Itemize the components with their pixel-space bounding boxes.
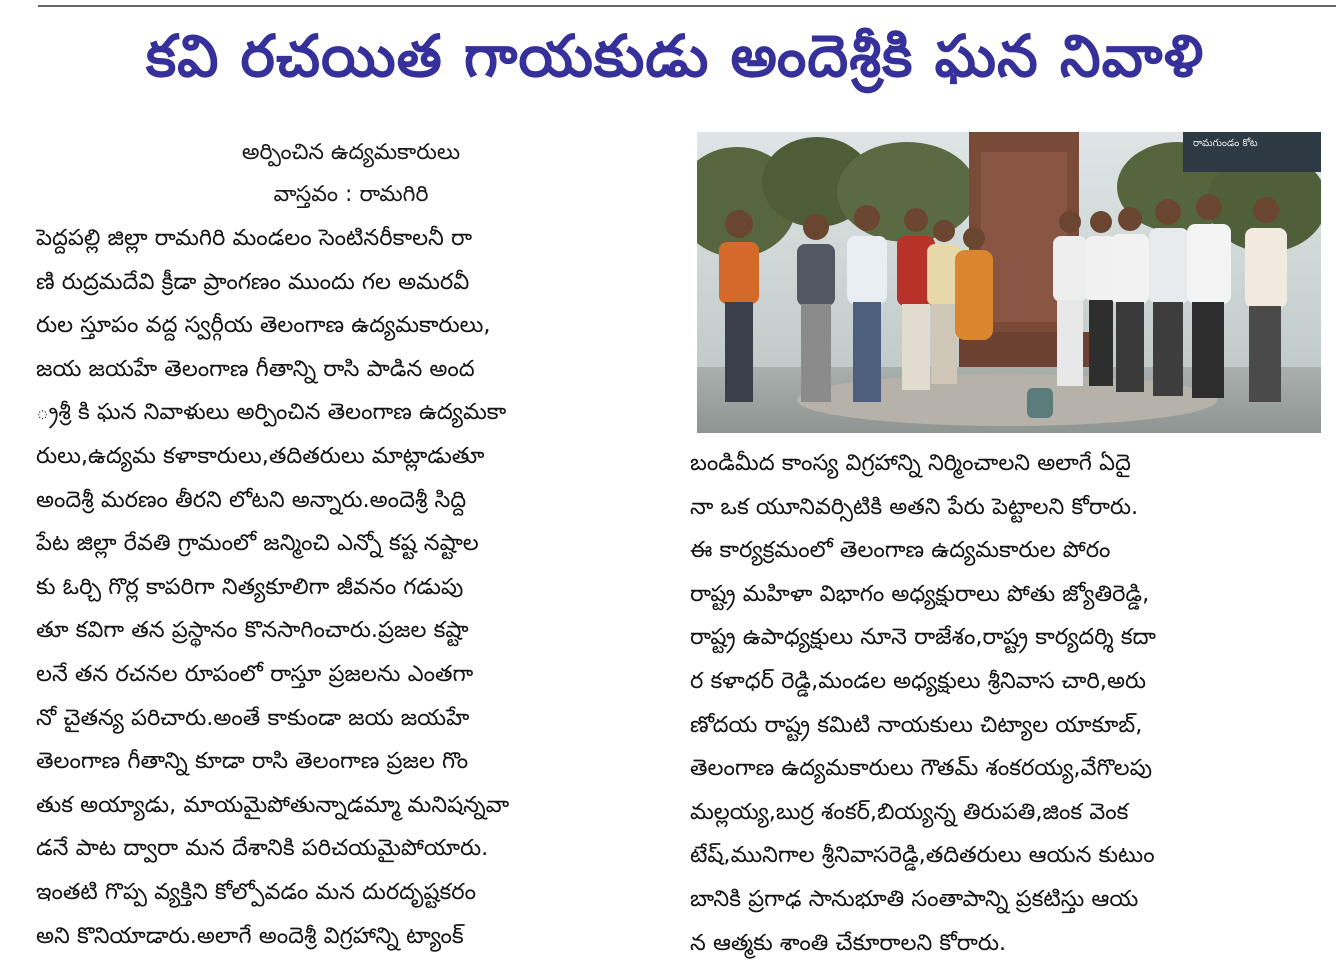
article-line: ర కళాధర్ రెడ్డి,మండల అధ్యక్షులు శ్రీనివాస చారి,అరు (690, 667, 1147, 694)
dateline: వాస్తవం : రామగిరి (273, 182, 429, 207)
article-line: న ఆత్మకు శాంతి చేకూరాలని కోరారు. (690, 929, 1007, 956)
article-line: తెలంగాణ ఉద్యమకారులు గౌతమ్ శంకరయ్య,వేగొలపు (690, 755, 1153, 782)
article-line: రులు,ఉద్యమ కళాకారులు,తదితరులు మాట్లాడుతూ (36, 442, 485, 469)
article-line: నో చైతన్య పరిచారు.అంతే కాకుండా జయ జయహే (36, 704, 470, 731)
top-rule (38, 5, 1336, 7)
article-line: ఇంతటి గొప్ప వ్యక్తిని కోల్పోవడం మన దురదృష్టకరం (36, 878, 476, 905)
article-line: అందెశ్రీ మరణం తీరని లోటని అన్నారు.అందెశ్రీ సిద్ది (36, 486, 467, 513)
article-line: టేష్,మునిగాల శ్రీనివాసరెడ్డి,తదితరులు ఆయన కుటుం (690, 842, 1155, 869)
article-column-left (36, 217, 666, 958)
subheading: అర్పించిన ఉద్యమకారులు (241, 140, 461, 165)
article-line: ణి రుద్రమదేవి క్రీడా ప్రాంగణం ముందు గల అమరవీ (36, 268, 470, 295)
photo-illustration (697, 132, 1321, 433)
article-line: రాష్ట్ర ఉపాధ్యక్షులు నూనె రాజేశం,రాష్ట్ర కార్యదర్శి కదా (690, 624, 1156, 651)
article-line: నా ఒక యూనివర్సిటికి అతని పేరు పెట్టాలని కోరారు. (690, 493, 1139, 520)
article-line: ణోదయ రాష్ట్ర కమిటి నాయకులు చిట్యాల యాకూబ్, (690, 711, 1143, 738)
photo-sign-text: రామగుండం కోట (1193, 138, 1258, 149)
article-line: అని కొనియాడారు.అలాగే అందెశ్రీ విగ్రహాన్ని ట్యాంక్ (36, 922, 464, 949)
article-line: తూ కవిగా తన ప్రస్థానం కొనసాగించారు.ప్రజల కష్టా (36, 617, 469, 644)
news-photo (697, 132, 1321, 433)
article-line: లనే తన రచనల రూపంలో రాస్తూ ప్రజలను ఎంతగా (36, 660, 474, 687)
article-line: తెలంగాణ గీతాన్ని కూడా రాసి తెలంగాణ ప్రజల గొం (36, 748, 469, 775)
article-line: రాష్ట్ర మహిళా విభాగం అధ్యక్షురాలు పోతు జ్యోతిరెడ్డి, (690, 580, 1150, 607)
article-line: జయ జయహే తెలంగాణ గీతాన్ని రాసి పాడిన అంద (36, 355, 475, 382)
article-line: బానికి ప్రగాఢ సానుభూతి సంతాపాన్ని ప్రకటిస్తు ఆయ (690, 885, 1139, 912)
article-line: బండిమీద కాంస్య విగ్రహాన్ని నిర్మించాలని అలాగే ఏదై (690, 450, 1131, 476)
article-line: తుక అయ్యాడు, మాయమైపోతున్నాడమ్మా మనిషన్నవా (36, 791, 510, 818)
article-line: మల్లయ్య,బుర్ర శంకర్,బియ్యన్న తిరుపతి,జింక వెంక (690, 798, 1129, 825)
article-line: పేట జిల్లా రేవతి గ్రామంలో జన్మించి ఎన్నో కష్ట నష్టాల (36, 530, 479, 557)
article-line: డనే పాట ద్వారా మన దేశానికి పరిచయమైపోయారు. (36, 835, 489, 862)
article-line: ్రశ్రీ కి ఘన నివాళులు అర్పించిన తెలంగాణ ఉద్యమకా (36, 399, 507, 426)
article-line: పెద్దపల్లి జిల్లా రామగిరి మండలం సెంటినరీకాలనీ రా (36, 225, 473, 251)
article-line: రుల స్తూపం వద్ద స్వర్గీయ తెలంగాణ ఉద్యమకారులు, (36, 312, 491, 339)
article-line: కు ఓర్చి గొర్ల కాపరిగా నిత్యకూలిగా జీవనం గడుపు (36, 573, 464, 600)
article-line: ఈ కార్యక్రమంలో తెలంగాణ ఉద్యమకారుల పోరం (690, 537, 1111, 564)
article-column-right (690, 442, 1322, 965)
headline: కవి రచయిత గాయకుడు అందెశ్రీకి ఘన నివాళి (145, 22, 1205, 90)
